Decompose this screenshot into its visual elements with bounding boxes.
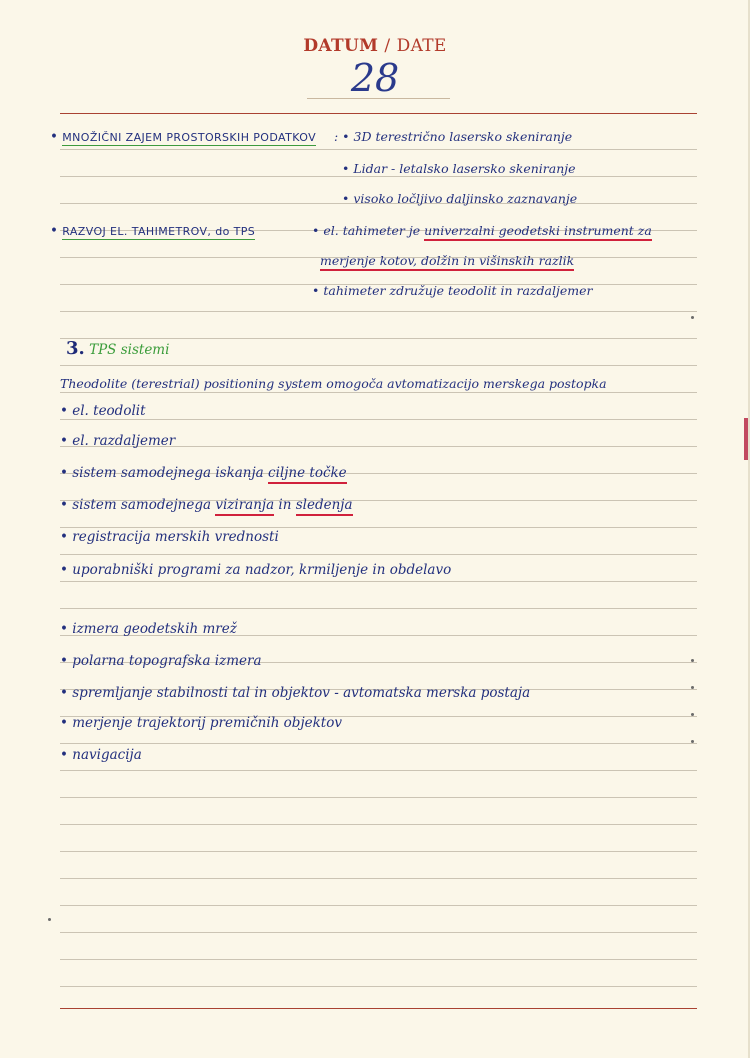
section-title: TPS sistemi — [89, 342, 170, 358]
ruled-line — [60, 419, 697, 420]
section-number: 3. — [66, 338, 85, 359]
header-slash: / — [384, 36, 391, 56]
bullet: • — [50, 129, 58, 145]
section-heading-tps — [66, 340, 169, 359]
list-item: • uporabniški programi za nadzor, krmiljenje in obdelavo — [60, 562, 452, 578]
date-label: DATE — [396, 36, 447, 56]
ruled-line — [60, 878, 697, 879]
top-red-rule — [60, 113, 697, 114]
underlined-text: viziranja — [215, 497, 274, 516]
ruled-line — [60, 959, 697, 960]
note-line-tps-definition: Theodolite (terestrial) positioning system omogoča avtomatizacijo merskega postopka — [60, 376, 607, 391]
list-item: • merjenje trajektorij premičnih objektov — [60, 715, 342, 731]
list-item: • navigacija — [60, 747, 142, 763]
underlined-text: sledenja — [296, 497, 353, 516]
list-item — [60, 496, 353, 514]
margin-dot — [691, 713, 694, 716]
note-line-4a — [50, 222, 255, 241]
text-fragment: • el. tahimeter je — [312, 223, 425, 238]
ruled-line — [60, 770, 697, 771]
note-line-1a — [50, 128, 316, 147]
list-item: • el. teodolit — [60, 403, 146, 419]
date-value: 28 — [350, 56, 400, 100]
ruled-line — [60, 932, 697, 933]
text-fragment: • sistem samodejnega iskanja — [60, 465, 269, 481]
ruled-line — [60, 149, 697, 150]
margin-dot — [691, 686, 694, 689]
underlined-text: ciljne točke — [268, 465, 347, 484]
underlined-text: univerzalni geodetski instrument za — [424, 223, 652, 241]
ruled-line — [60, 338, 697, 339]
datum-label: DATUM — [303, 36, 379, 56]
bullet: • — [50, 223, 58, 239]
ruled-line — [60, 986, 697, 987]
underlined-text: merjenje kotov, dolžin in višinskih razlik — [320, 253, 574, 271]
bottom-red-rule — [60, 1008, 697, 1009]
margin-dot — [691, 316, 694, 319]
text-fragment: in — [274, 497, 296, 513]
ruled-line — [60, 554, 697, 555]
list-item: • izmera geodetskih mrež — [60, 621, 237, 637]
ruled-line — [60, 743, 697, 744]
ruled-line — [60, 311, 697, 312]
heading-tachymeter-development: RAZVOJ EL. TAHIMETROV, do TPS — [62, 225, 256, 238]
list-item: • spremljanje stabilnosti tal in objektov - avtomatska merska postaja — [60, 685, 531, 701]
note-line-2: • Lidar - letalsko lasersko skeniranje — [342, 161, 576, 176]
note-line-6: • tahimeter združuje teodolit in razdaljemer — [312, 283, 593, 298]
date-underline — [307, 98, 450, 99]
list-item: • registracija merskih vrednosti — [60, 529, 279, 545]
list-item: • el. razdaljemer — [60, 433, 176, 449]
heading-mass-data-capture: MNOŽIČNI ZAJEM PROSTORSKIH PODATKOV — [62, 131, 317, 144]
note-line-4b — [312, 222, 652, 240]
ruled-line — [60, 905, 697, 906]
ruled-line — [60, 797, 697, 798]
margin-dot — [48, 918, 51, 921]
margin-dot — [691, 740, 694, 743]
margin-dot — [691, 659, 694, 662]
date-header — [0, 36, 750, 56]
ruled-line — [60, 824, 697, 825]
note-line-5 — [320, 252, 574, 270]
list-item — [60, 464, 347, 482]
note-line-1b: : • 3D terestrično lasersko skeniranje — [334, 129, 573, 144]
page-edge-marker — [744, 418, 748, 460]
note-line-3: • visoko ločljivo daljinsko zaznavanje — [342, 191, 578, 206]
ruled-line — [60, 581, 697, 582]
ruled-line — [60, 851, 697, 852]
ruled-line — [60, 365, 697, 366]
ruled-line — [60, 608, 697, 609]
text-fragment: • sistem samodejnega — [60, 497, 216, 513]
list-item: • polarna topografska izmera — [60, 653, 262, 669]
